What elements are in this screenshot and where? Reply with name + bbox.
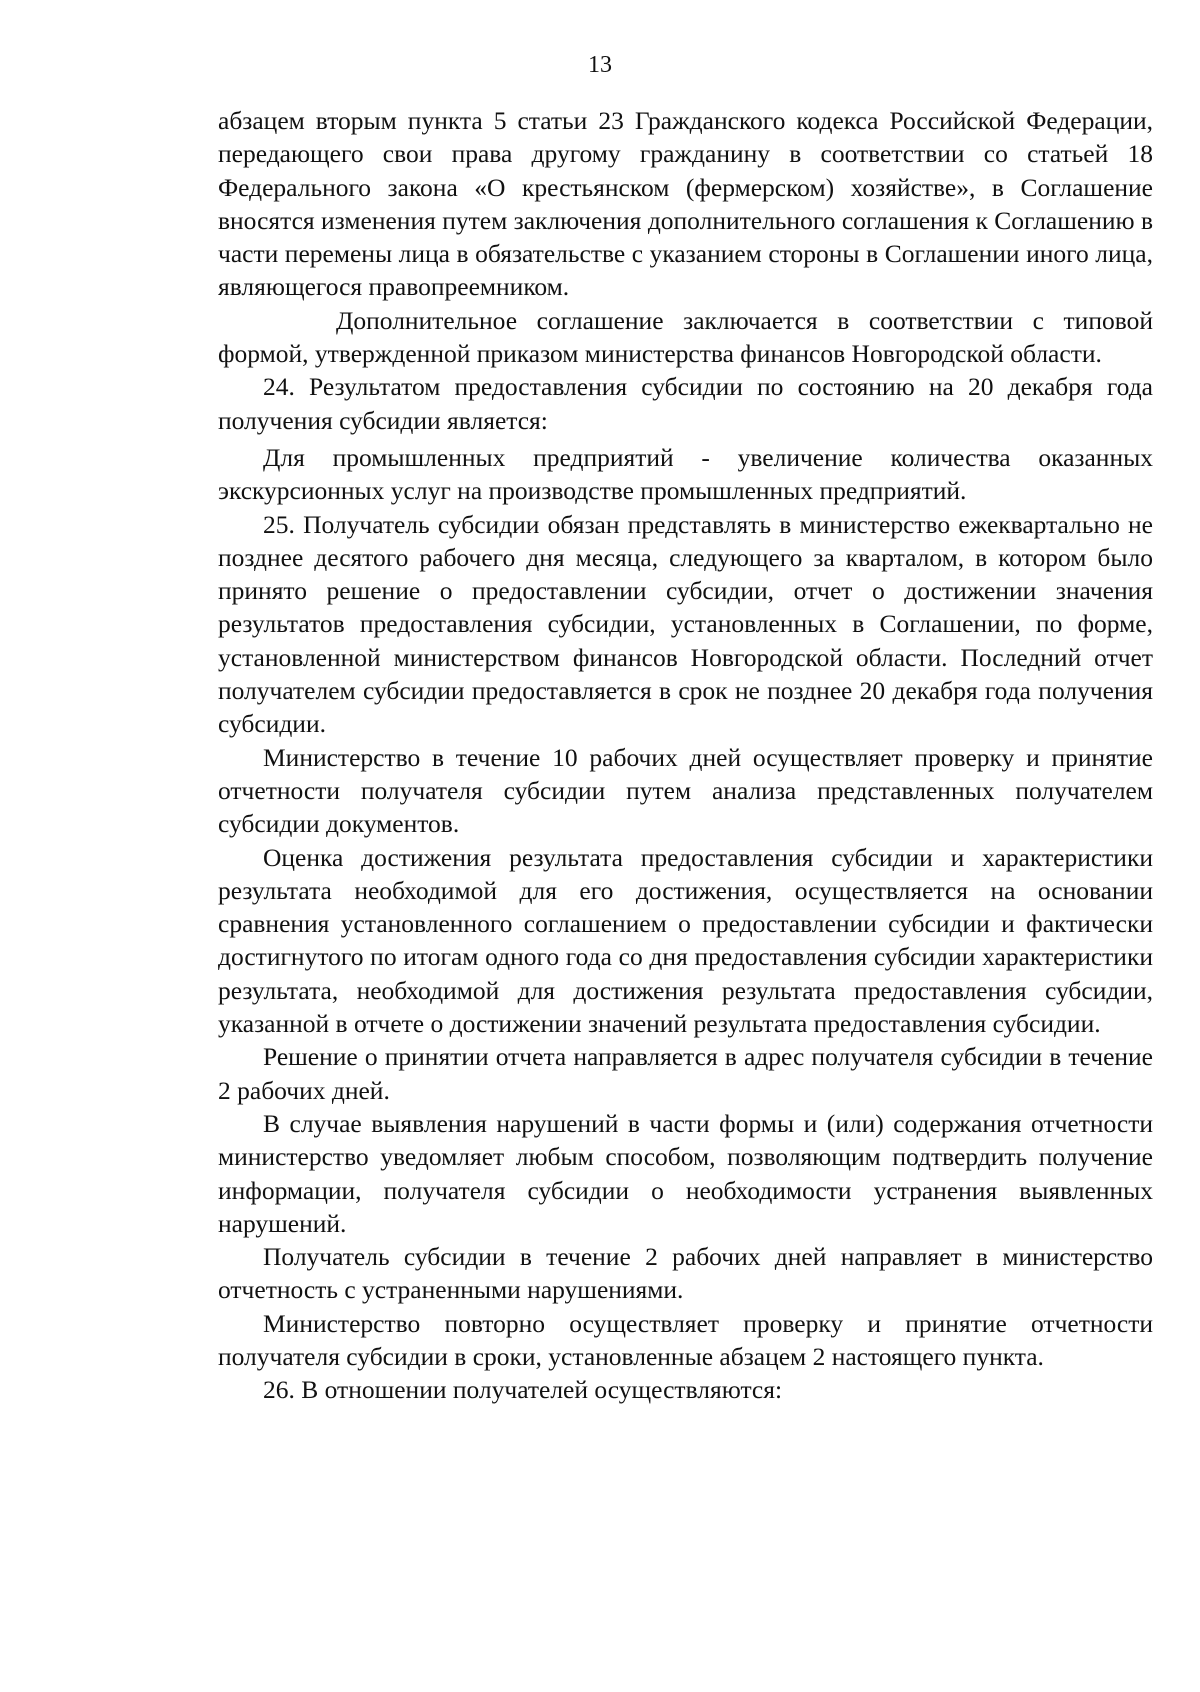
paragraph-repeat-check: Министерство повторно осуществляет проверку и принятие отчетности получателя субсидии в сроки, установленные абзацем 2 настоящего пункта. <box>218 1308 1153 1371</box>
paragraph-item-25: 25. Получатель субсидии обязан представлять в министерство ежеквартально не позднее десятого рабочего дня месяца, следующего за кварталом, в котором было принято решение о предоставлении субсидии, отчет о достижении значения результатов предоставления субсидии, установленных в Соглашении, по форме, установленной министерством финансов Новгородской области. Последний отчет получателем субсидии предоставляется в срок не позднее 20 декабря года получения субсидии. <box>218 509 1153 739</box>
paragraph-recipient-resubmit: Получатель субсидии в течение 2 рабочих дней направляет в министерство отчетность с устраненными нарушениями. <box>218 1242 1153 1305</box>
paragraph-report-decision: Решение о принятии отчета направляется в адрес получателя субсидии в течение 2 рабочих дней. <box>218 1042 1153 1105</box>
paragraph-additional-agreement: Дополнительное соглашение заключается в соответствии с типовой формой, утвержденной приказом министерства финансов Новгородской области. <box>218 305 1153 369</box>
paragraph-item-24: 24. Результатом предоставления субсидии по состоянию на 20 декабря года получения субсидии является: <box>218 372 1153 435</box>
document-body <box>218 104 1153 1407</box>
paragraph-ministry-check: Министерство в течение 10 рабочих дней осуществляет проверку и принятие отчетности получателя субсидии путем анализа представленных получателем субсидии документов. <box>218 742 1153 839</box>
paragraph-evaluation: Оценка достижения результата предоставления субсидии и характеристики результата необходимой для его достижения, осуществляется на основании сравнения установленного соглашением о предоставлении субсидии и фактически достигнутого по итогам одного года со дня предоставления субсидии характеристики результата, необходимой для достижения результата предоставления субсидии, указанной в отчете о достижении значений результата предоставления субсидии. <box>218 842 1153 1039</box>
page-number: 13 <box>588 52 612 78</box>
paragraph-continuation: абзацем вторым пункта 5 статьи 23 Гражданского кодекса Российской Федерации, передающего свои права другому гражданину в соответствии со статьей 18 Федерального закона «О крестьянском (фермерском) хозяйстве», в Соглашение вносятся изменения путем заключения дополнительного соглашения к Соглашению в части перемены лица в обязательстве с указанием стороны в Соглашении иного лица, являющегося правопреемником. <box>218 106 1153 302</box>
paragraph-industrial-enterprises: Для промышленных предприятий - увеличение количества оказанных экскурсионных услуг на производстве промышленных предприятий. <box>218 442 1153 506</box>
paragraph-item-26: 26. В отношении получателей осуществляются: <box>263 1375 783 1405</box>
paragraph-violations: В случае выявления нарушений в части формы и (или) содержания отчетности министерство уведомляет любым способом, позволяющим подтвердить получение информации, получателя субсидии о необходимости устранения выявленных нарушений. <box>218 1108 1153 1238</box>
